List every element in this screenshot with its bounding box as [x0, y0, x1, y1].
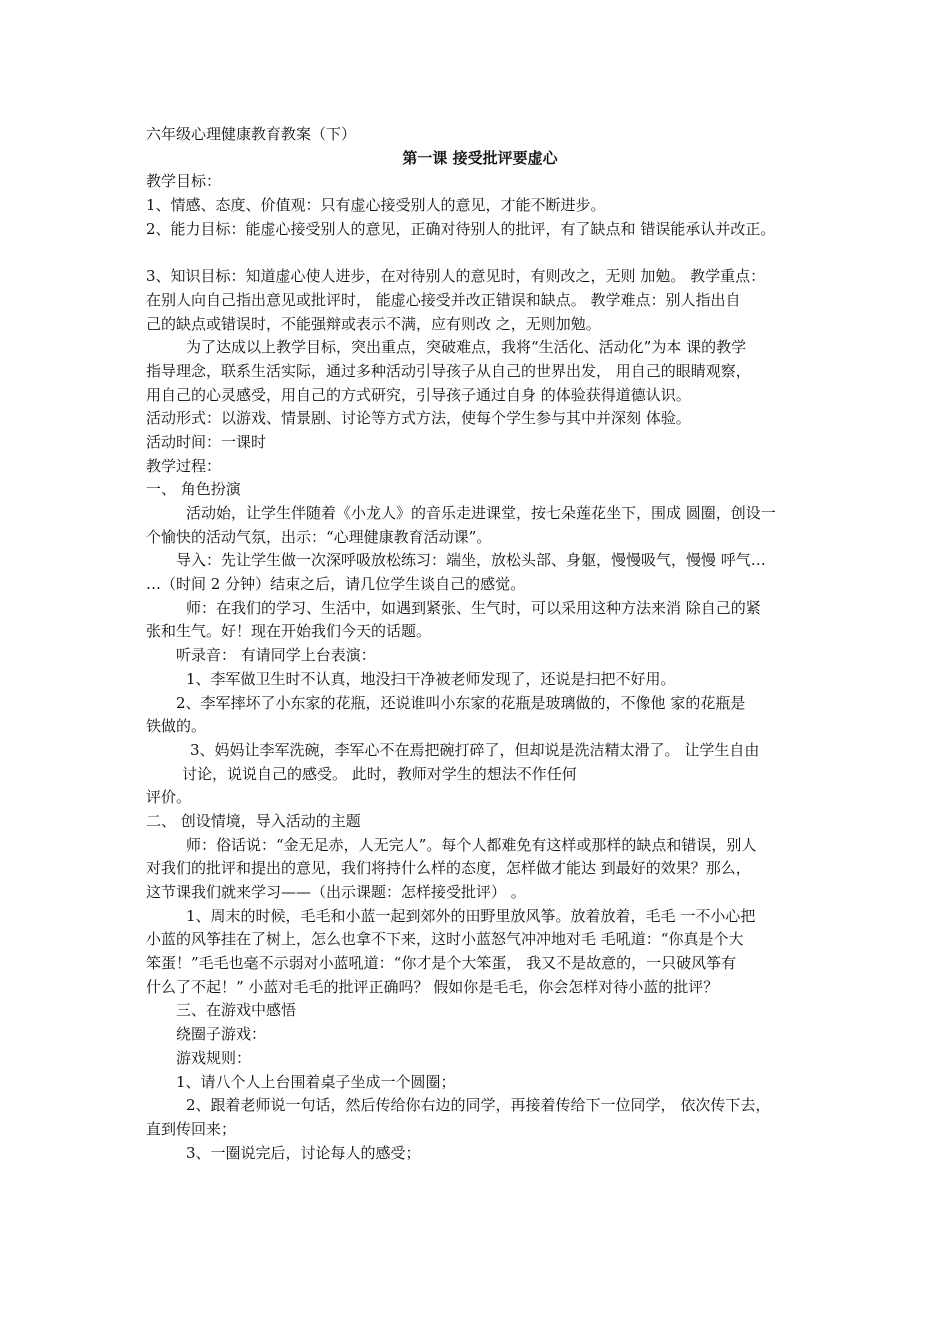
text-line: 2、跟着老师说一句话，然后传给你右边的同学，再接着传给下一位同学， 依次传下去，: [186, 1096, 771, 1115]
text-line: 什么了不起！” 小蓝对毛毛的批评正确吗？ 假如你是毛毛，你会怎样对待小蓝的批评？: [146, 977, 719, 996]
text-line: 听录音： 有请同学上台表演：: [176, 646, 376, 665]
text-line: 2、李军摔坏了小东家的花瓶，还说谁叫小东家的花瓶是玻璃做的，不像他 家的花瓶是: [176, 693, 746, 712]
text-line: 活动时间：一课时: [146, 432, 267, 451]
document-title: 六年级心理健康教育教案（下）: [146, 125, 357, 143]
text-line: 师：俗话说：“金无足赤，人无完人”。每个人都难免有这样或那样的缺点和错误，别人: [186, 835, 757, 854]
text-line: 3、一圈说完后，讨论每人的感受；: [186, 1143, 421, 1162]
text-line: 二、 创设情境，导入活动的主题: [146, 811, 361, 830]
text-line: 活动形式：以游戏、情景剧、讨论等方式方法，使每个学生参与其中并深刻 体验。: [146, 409, 691, 428]
text-line: 笨蛋！”毛毛也毫不示弱对小蓝吼道：“你才是个大笨蛋， 我又不是故意的，一只破风筝有: [146, 954, 737, 973]
text-line: 教学目标：: [146, 172, 222, 191]
text-line: 三、在游戏中感悟: [176, 1001, 297, 1020]
text-line: 活动始，让学生伴随着《小龙人》的音乐走进课堂，按七朵莲花坐下，围成 圆圈，创设一: [186, 504, 776, 522]
text-line: 游戏规则：: [176, 1048, 252, 1067]
text-line: 1、周末的时候，毛毛和小蓝一起到郊外的田野里放风筝。放着放着，毛毛 一不小心把: [186, 906, 756, 925]
text-line: 绕圈子游戏：: [176, 1025, 267, 1044]
text-line: 对我们的批评和提出的意见，我们将持什么样的态度，怎样做才能达 到最好的效果？那么，: [146, 859, 751, 878]
text-line: 指导理念，联系生活实际，通过多种活动引导孩子从自己的世界出发， 用自己的眼睛观察，: [146, 361, 751, 380]
text-line: 评价。: [146, 788, 192, 807]
text-line: 这节课我们就来学习——（出示课题：怎样接受批评） 。: [146, 883, 526, 901]
text-line: 张和生气。好！现在开始我们今天的话题。: [146, 622, 432, 641]
text-line: 导入：先让学生做一次深呼吸放松练习：端坐，放松头部、身躯，慢慢吸气，慢慢 呼气…: [176, 551, 766, 570]
text-line: …（时间 2 分钟）结束之后，请几位学生谈自己的感觉。: [146, 575, 526, 594]
text-line: 用自己的心灵感受，用自己的方式研究，引导孩子通过自身 的体验获得道德认识。: [146, 385, 691, 404]
document-body: [146, 123, 814, 1165]
text-line: 1、请八个人上台围着桌子坐成一个圆圈；: [176, 1072, 456, 1091]
text-line: 教学过程：: [146, 456, 222, 475]
document-lines: [146, 170, 814, 1165]
blank-line: [146, 241, 814, 265]
text-line: 己的缺点或错误时，不能强辩或表示不满，应有则改 之，无则加勉。: [146, 314, 601, 333]
text-line: 1、李军做卫生时不认真，地没扫干净被老师发现了，还说是扫把不好用。: [186, 669, 676, 688]
text-line: 铁做的。: [146, 717, 207, 736]
text-line: 在别人向自己指出意见或批评时， 能虚心接受并改正错误和缺点。 教学难点：别人指出自: [146, 290, 741, 309]
text-line: 1、情感、态度、价值观：只有虚心接受别人的意见，才能不断进步。: [146, 196, 606, 215]
text-line: 直到传回来；: [146, 1119, 237, 1138]
text-line: 3、知识目标：知道虚心使人进步，在对待别人的意见时，有则改之，无则 加勉。 教学重点：: [146, 267, 766, 286]
text-line: 个愉快的活动气氛，出示：“心理健康教育活动课”。: [146, 527, 492, 546]
lesson-title: 第一课 接受批评要虚心: [402, 148, 558, 167]
text-line: 3、妈妈让李军洗碗，李军心不在焉把碗打碎了，但却说是洗洁精太滑了。 让学生自由: [190, 740, 760, 759]
text-line: 2、能力目标：能虚心接受别人的意见，正确对待别人的批评，有了缺点和 错误能承认并改正。: [146, 219, 776, 238]
text-line: 一、 角色扮演: [146, 480, 241, 499]
text-line: 师：在我们的学习、生活中，如遇到紧张、生气时，可以采用这种方法来消 除自己的紧: [186, 598, 761, 617]
text-line: 小蓝的风筝挂在了树上，怎么也拿不下来，这时小蓝怒气冲冲地对毛 毛吼道：“你真是个大: [146, 930, 744, 949]
text-line: 讨论，说说自己的感受。 此时，教师对学生的想法不作任何: [182, 764, 577, 783]
text-line: 为了达成以上教学目标，突出重点，突破难点，我将“生活化、活动化”为本 课的教学: [186, 338, 747, 357]
